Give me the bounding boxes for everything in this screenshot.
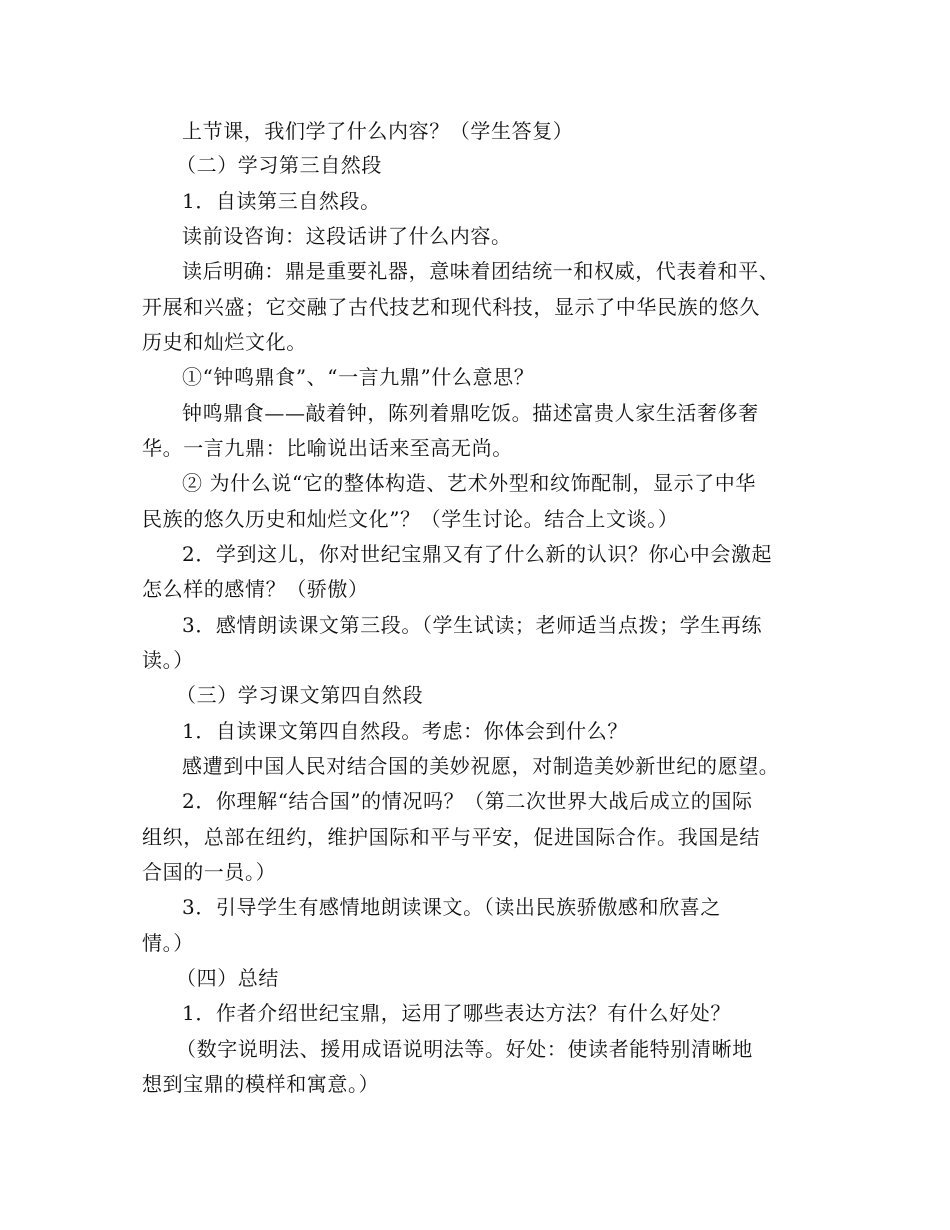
- paragraph-line: 3．引导学生有感情地朗读课文。（读出民族骄傲感和欣喜之: [182, 895, 721, 919]
- paragraph-line: 合国的一员。）: [142, 860, 277, 884]
- paragraph-line: ② 为什么说“它的整体构造、艺术外型和纹饰配制，显示了中华: [182, 471, 756, 495]
- paragraph-line: 钟鸣鼎食——敲着钟，陈列着鼎吃饭。描述富贵人家生活奢侈奢: [182, 401, 759, 425]
- paragraph-line: 怎么样的感情？（骄傲）: [142, 577, 369, 601]
- paragraph-line: 感遭到中国人民对结合国的美妙祝愿，对制造美妙新世纪的愿望。: [182, 754, 780, 778]
- paragraph-line: 上节课，我们学了什么内容？（学生答复）: [182, 119, 574, 143]
- paragraph-line: 1．自读第三自然段。: [182, 189, 381, 213]
- paragraph-line: 读前设咨询：这段话讲了什么内容。: [182, 224, 512, 248]
- paragraph-line: 开展和兴盛；它交融了古代技艺和现代科技，显示了中华民族的悠久: [142, 295, 760, 319]
- paragraph-line: ①“钟鸣鼎食”、“一言九鼎”什么意思？: [182, 365, 535, 389]
- section-heading: （四）总结: [176, 966, 279, 990]
- paragraph-line: 组织，总部在纽约，维护国际和平与平安，促进国际合作。我国是结: [142, 825, 760, 849]
- paragraph-line: 3．感情朗读课文第三段。（学生试读；老师适当点拨；学生再练: [182, 613, 763, 637]
- paragraph-line: 2．你理解“结合国”的情况吗？（第二次世界大战后成立的国际: [182, 789, 753, 813]
- paragraph-line: 1．自读课文第四自然段。考虑：你体会到什么？: [182, 719, 628, 743]
- paragraph-line: 历史和灿烂文化。: [142, 330, 307, 354]
- section-heading: （三）学习课文第四自然段: [176, 683, 424, 707]
- paragraph-line: 读后明确：鼎是重要礼器，意味着团结统一和权威，代表着和平、: [182, 259, 780, 283]
- paragraph-line: 1．作者介绍世纪宝鼎，运用了哪些表达方法？有什么好处？: [182, 1001, 731, 1025]
- paragraph-line: 2．学到这儿，你对世纪宝鼎又有了什么新的认识？你心中会激起: [182, 542, 773, 566]
- paragraph-line: 读。）: [142, 648, 194, 672]
- paragraph-line: （数字说明法、援用成语说明法等。好处：使读者能特别清晰地: [176, 1037, 753, 1061]
- section-heading: （二）学习第三自然段: [176, 153, 382, 177]
- paragraph-line: 民族的悠久历史和灿烂文化”？（学生讨论。结合上文谈。）: [142, 507, 679, 531]
- paragraph-line: 想到宝鼎的模样和寓意。）: [142, 1072, 380, 1096]
- paragraph-line: 情。）: [142, 931, 194, 955]
- paragraph-line: 华。一言九鼎：比喻说出话来至高无尚。: [142, 436, 513, 460]
